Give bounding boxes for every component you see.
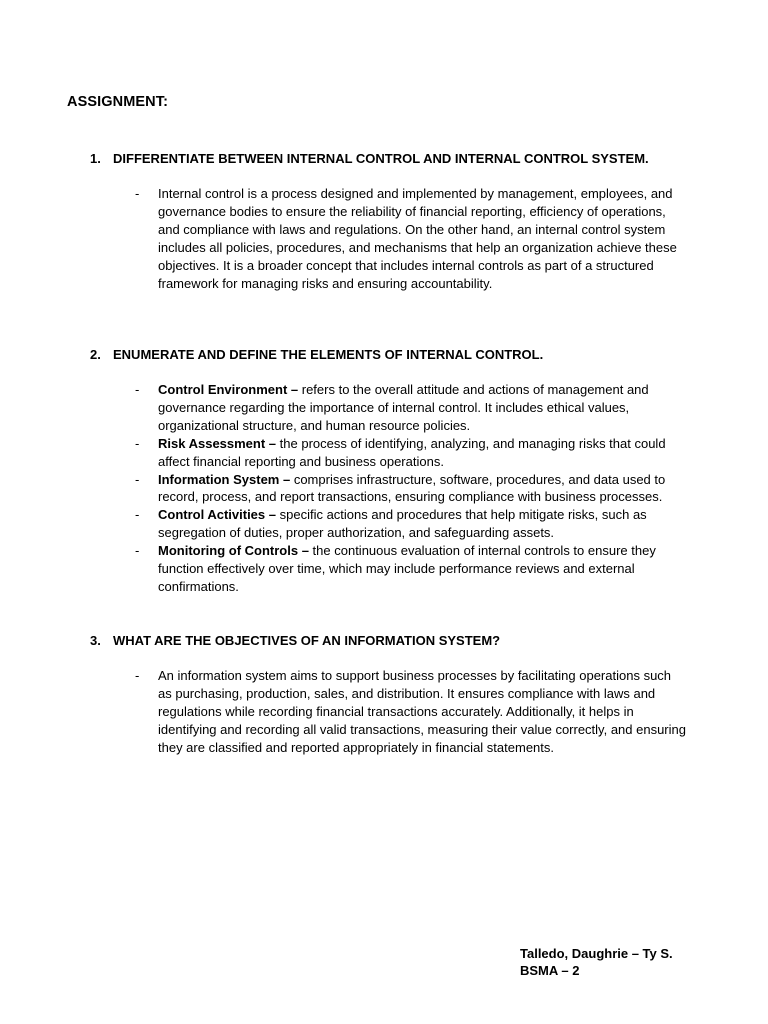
answer-list: [90, 381, 710, 596]
answer-list: [90, 667, 710, 757]
element-definition: comprises infrastructure, software, procedures, and data used to record, process, and report transactions, ensuring compliance with business processes.: [158, 471, 666, 505]
author-course: BSMA – 2: [520, 963, 580, 978]
element-term: Monitoring of Controls –: [158, 543, 309, 559]
element-definition: the process of identifying, analyzing, and managing risks that could affect financial reporting and business operations.: [158, 435, 666, 469]
question-heading: [90, 632, 710, 650]
question-heading: [90, 346, 710, 364]
element-term: Risk Assessment –: [158, 435, 277, 451]
list-item: [90, 667, 688, 757]
list-item: [90, 435, 688, 471]
question-heading: [90, 150, 710, 168]
question-number: 1.: [90, 151, 101, 166]
list-item: [90, 471, 688, 507]
bullet-dash: -: [135, 435, 140, 451]
question-heading-text: DIFFERENTIATE BETWEEN INTERNAL CONTROL AND INTERNAL CONTROL SYSTEM.: [113, 151, 649, 166]
question-1: [90, 150, 710, 292]
list-item: [90, 381, 688, 435]
element-definition: the continuous evaluation of internal controls to ensure they function effectively over time, which may include performance reviews and external confirmations.: [158, 543, 656, 594]
answer-text: Internal control is a process designed and implemented by management, employees, and governance bodies to ensure the reliability of financial reporting, efficiency of operations, and compliance with laws and regulations. On the other hand, an internal control system includes all policies, procedures, and mechanisms that help an organization achieve these objectives. It is a broader concept that includes internal controls as part of a structured framework for managing risks and ensuring accountability.: [158, 186, 677, 291]
answer-text: An information system aims to support business processes by facilitating operations such as purchasing, production, sales, and distribution. It ensures compliance with laws and regulations while recording financial transactions accurately. Additionally, it helps in identifying and recording all valid transactions, measuring their value correctly, and ensuring they are classified and reported appropriately in financial statements.: [158, 668, 686, 755]
list-item: [90, 185, 688, 292]
bullet-dash: -: [135, 186, 140, 201]
question-number: 3.: [90, 633, 101, 648]
question-2: [90, 346, 710, 596]
author-name: Talledo, Daughrie – Ty S.: [520, 946, 673, 961]
assignment-title: ASSIGNMENT:: [67, 94, 168, 110]
bullet-dash: -: [135, 471, 140, 487]
question-heading-text: WHAT ARE THE OBJECTIVES OF AN INFORMATION SYSTEM?: [113, 633, 501, 648]
question-number: 2.: [90, 347, 101, 362]
question-3: [90, 632, 710, 757]
bullet-dash: -: [135, 382, 140, 397]
list-item: [90, 506, 688, 542]
element-term: Information System –: [158, 471, 291, 487]
question-heading-text: ENUMERATE AND DEFINE THE ELEMENTS OF INTERNAL CONTROL.: [113, 347, 544, 362]
element-definition: refers to the overall attitude and actions of management and governance regarding the importance of internal control. It includes ethical values, organizational structure, and human resource policies.: [158, 382, 649, 433]
answer-list: [90, 185, 710, 292]
bullet-dash: -: [135, 507, 140, 523]
list-item: [90, 542, 688, 596]
bullet-dash: -: [135, 543, 140, 559]
element-term: Control Environment –: [158, 382, 299, 397]
bullet-dash: -: [135, 668, 140, 683]
author-block: [520, 945, 673, 979]
element-term: Control Activities –: [158, 507, 276, 523]
element-definition: specific actions and procedures that help mitigate risks, such as segregation of duties, proper authorization, and safeguarding assets.: [158, 507, 647, 541]
